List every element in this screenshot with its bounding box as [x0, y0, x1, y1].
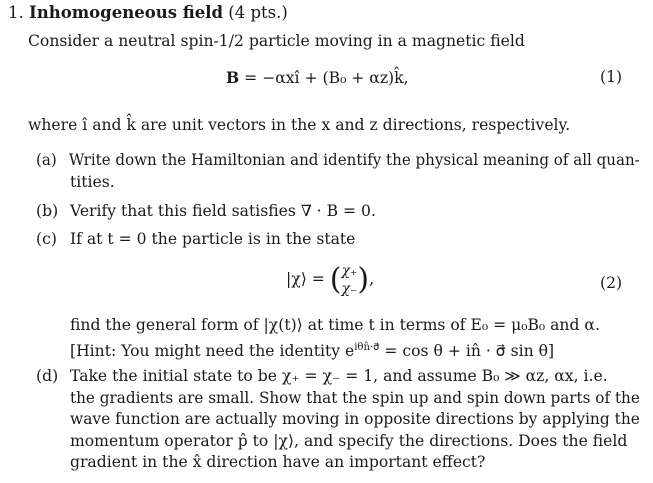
part-d-line3: wave function are actually moving in opposite directions by applying the [70, 410, 640, 428]
part-c-text: If at t = 0 the particle is in the state [70, 230, 356, 248]
hint-pre: [Hint: You might need the identity e [70, 342, 355, 361]
problem-number: 1. [8, 3, 24, 22]
part-d [36, 366, 608, 386]
part-d-line4: momentum operator p̂ to |χ⟩, and specify the directions. Does the field [70, 432, 628, 450]
part-a-line1: Write down the Hamiltonian and identify the physical meaning of all quan- [68, 151, 640, 169]
part-c-line2: find the general form of |χ(t)⟩ at time t in terms of E₀ = μ₀B₀ and α. [70, 316, 600, 334]
left-paren: ( [329, 262, 342, 297]
part-c-hint [70, 338, 554, 361]
part-b-text: Verify that this field satisfies ∇ · B = 0. [70, 202, 376, 220]
part-a-line2: tities. [70, 173, 115, 191]
part-c-label: (c) [36, 230, 57, 248]
part-d-line2: the gradients are small. Show that the spin up and spin down parts of the [70, 389, 640, 407]
equation-1 [226, 68, 409, 87]
equation-2-number: (2) [600, 274, 623, 292]
where-text: where î and k̂ are unit vectors in the x and z directions, respectively. [28, 116, 571, 134]
part-a-label: (a) [36, 151, 57, 169]
part-a [36, 150, 640, 170]
problem-heading [8, 3, 288, 23]
vector-bottom: χ₋ [341, 281, 358, 297]
vector-top: χ₊ [341, 263, 358, 279]
equation-1-rhs: = −αxî + (B₀ + αz)k̂, [239, 69, 409, 87]
hint-post: = cos θ + in̂ · σ⃗ sin θ] [379, 342, 555, 361]
equation-2-trail: , [369, 270, 375, 288]
equation-1-lhs: B [226, 68, 240, 87]
part-d-label: (d) [36, 367, 59, 385]
part-d-line5: gradient in the x̂ direction have an important effect? [70, 453, 486, 471]
equation-2 [286, 262, 374, 298]
equation-1-number: (1) [600, 68, 623, 86]
part-c [36, 229, 355, 249]
right-paren: ) [357, 262, 370, 297]
state-vector [342, 262, 358, 298]
part-b-label: (b) [36, 202, 59, 220]
intro-text: Consider a neutral spin-1/2 particle moving in a magnetic field [28, 32, 525, 50]
problem-title: Inhomogeneous field [29, 3, 224, 22]
part-d-line1: Take the initial state to be χ₊ = χ₋ = 1, and assume B₀ ≫ αz, αx, i.e. [70, 367, 608, 385]
problem-points: (4 pts.) [228, 3, 288, 22]
part-b [36, 201, 376, 221]
equation-2-lhs: |χ⟩ = [286, 270, 325, 288]
hint-exponent: iθn̂·σ⃗ [354, 342, 380, 353]
